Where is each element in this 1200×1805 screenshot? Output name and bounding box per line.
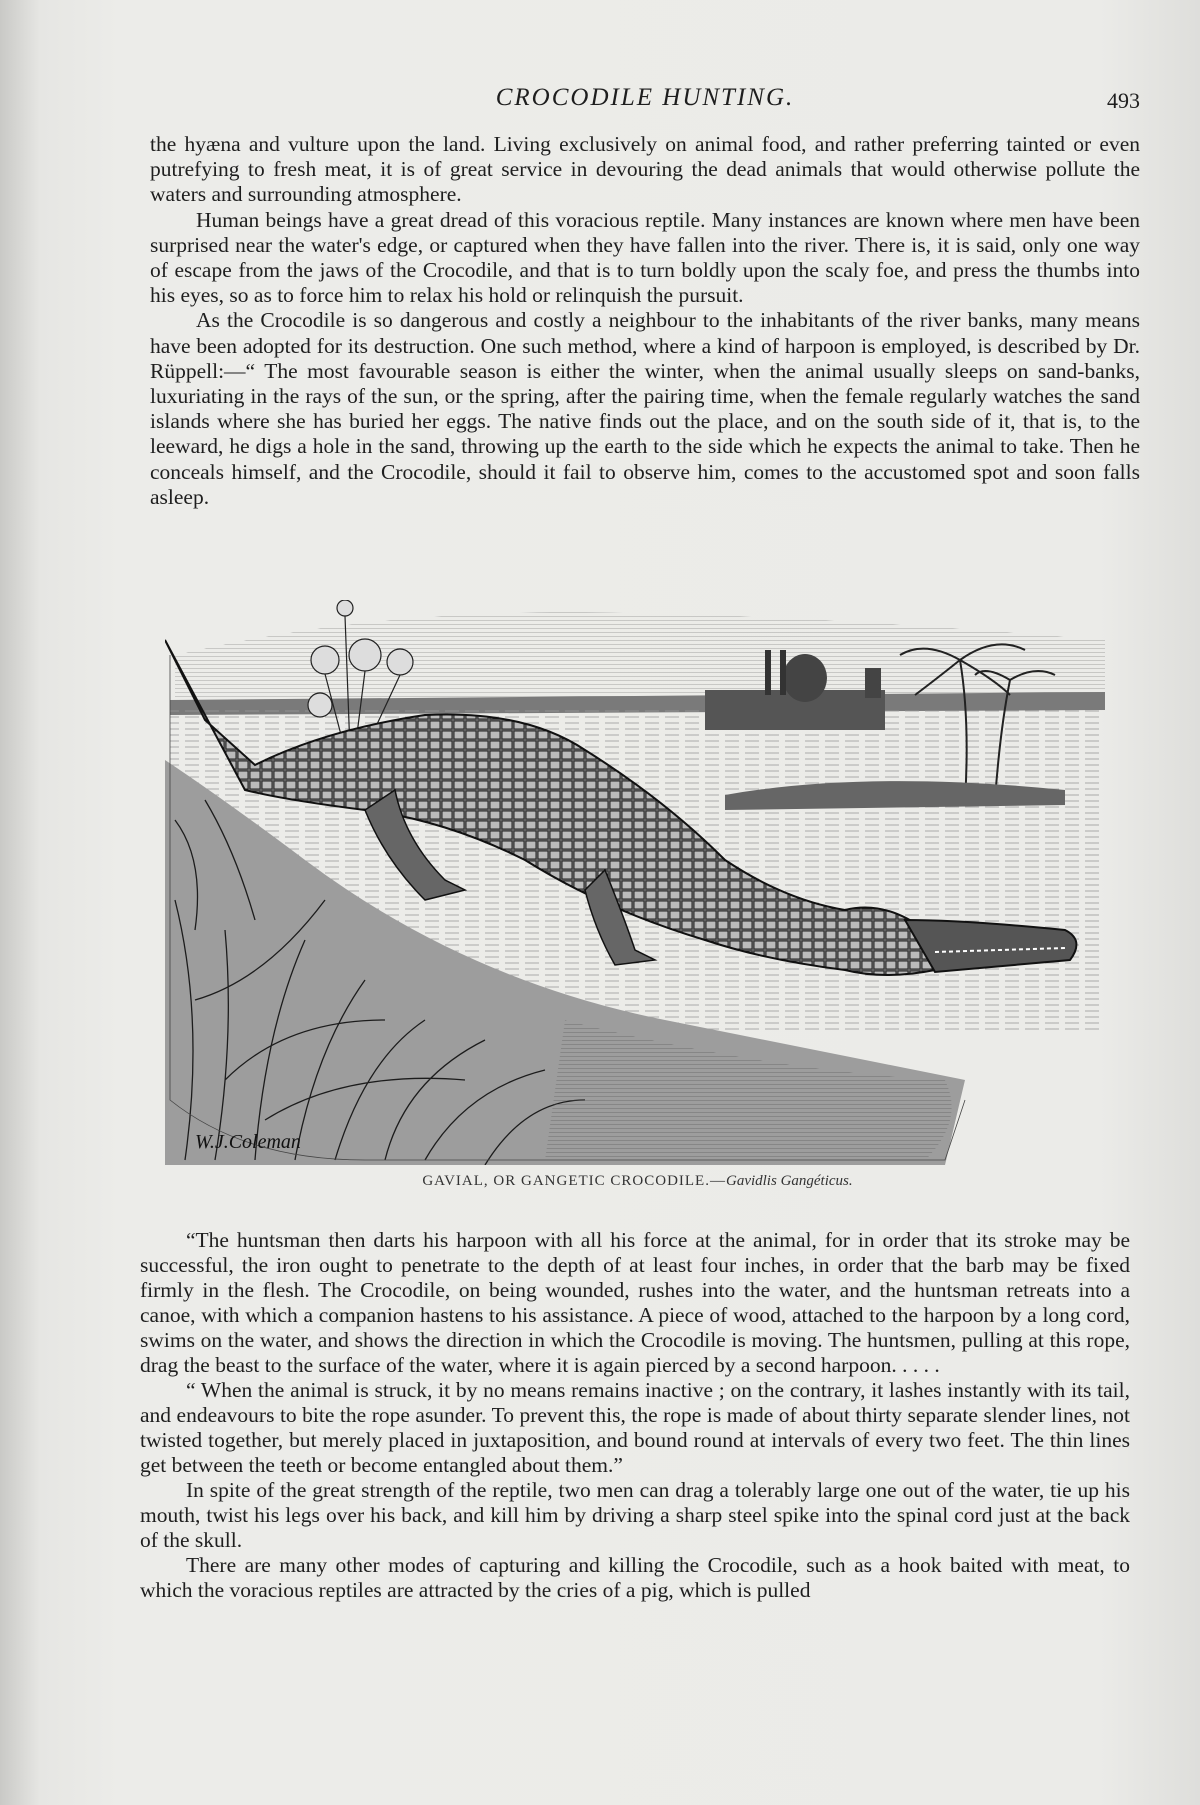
text-block-top <box>150 132 1140 510</box>
paragraph: “ When the animal is struck, it by no means remains inactive ; on the contrary, it lashes instantly with its tail, and endeavours to bite the rope asunder. To prevent this, the rope is made of about thirty separate slender lines, not twisted together, but merely placed in juxtaposition, and bound round at intervals of every two feet. The thin lines get between the teeth or become entangled about them.” <box>140 1378 1130 1477</box>
text-block-bottom <box>140 1228 1130 1603</box>
paragraph: “The huntsman then darts his harpoon with all his force at the animal, for in order that its stroke may be successful, the iron ought to penetrate to the depth of at least four inches, in order that the barb may be fixed firmly in the flesh. The Crocodile, on being wounded, rushes into the water, and the huntsman retreats into a canoe, with which a companion hastens to his assistance. A piece of wood, attached to the harpoon by a long cord, swims on the water, and shows the direction in which the Crocodile is moving. The huntsmen, pulling at this rope, drag the beast to the surface of the water, where it is again pierced by a second harpoon. . . . . <box>140 1228 1130 1377</box>
paragraph: As the Crocodile is so dangerous and costly a neighbour to the inhabitants of the river banks, many means have been adopted for its destruction. One such method, where a kind of harpoon is employed, is described by Dr. Rüppell:—“ The most favourable season is either the winter, when the animal usually sleeps on sand-banks, luxuriating in the rays of the sun, or the spring, after the pairing time, when the female regularly watches the sand islands where she has buried her eggs. The native finds out the place, and on the south side of it, that is, to the leeward, he digs a hole in the sand, throwing up the earth to the side which he expects the animal to take. Then he conceals himself, and the Crocodile, should it fail to observe him, comes to the accustomed spot and soon falls asleep. <box>150 308 1140 509</box>
page-header <box>150 84 1140 118</box>
engraving-illustration <box>165 600 1110 1165</box>
gavial-engraving <box>165 600 1110 1165</box>
caption-scientific-name: Gavidlis Gangéticus. <box>725 1173 853 1189</box>
caption-main: GAVIAL, OR GANGETIC CROCODILE.— <box>422 1173 726 1189</box>
engraver-signature: W.J.Coleman <box>195 1131 301 1153</box>
figure-caption <box>165 1173 1110 1190</box>
page-number: 493 <box>1107 88 1140 113</box>
paragraph: Human beings have a great dread of this voracious reptile. Many instances are known where men have been surprised near the water's edge, or captured when they have fallen into the river. There is, it is said, only one way of escape from the jaws of the Crocodile, and that is to turn boldly upon the scaly foe, and press the thumbs into his eyes, so as to force him to relax his hold or relinquish the pursuit. <box>150 207 1140 308</box>
paragraph: In spite of the great strength of the reptile, two men can drag a tolerably large one out of the water, tie up his mouth, twist his legs over his back, and kill him by driving a sharp steel spike into the spinal cord just at the back of the skull. <box>140 1478 1130 1552</box>
paragraph: There are many other modes of capturing and killing the Crocodile, such as a hook baited with meat, to which the voracious reptiles are attracted by the cries of a pig, which is pulled <box>140 1553 1130 1602</box>
running-title: CROCODILE HUNTING. <box>495 84 795 111</box>
paragraph: the hyæna and vulture upon the land. Living exclusively on animal food, and rather preferring tainted or even putrefying to fresh meat, it is of great service in devouring the dead animals that would otherwise pollute the waters and surrounding atmosphere. <box>150 132 1140 207</box>
